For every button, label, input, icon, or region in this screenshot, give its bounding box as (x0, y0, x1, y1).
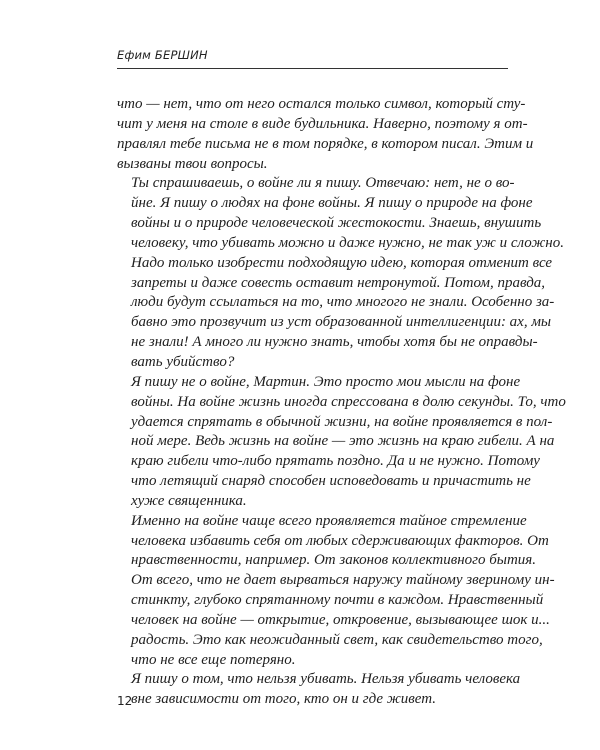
text-line: Ты спрашиваешь, о войне ли я пишу. Отвечаю: нет, не о во- (131, 175, 515, 192)
text-line: бавно это прозвучит из уст образованной интеллигенции: ах, мы (131, 314, 552, 331)
body-text (117, 95, 566, 710)
text-line: что летящий снаряд способен исповедовать и причастить не (131, 473, 531, 490)
text-line: что — нет, что от него остался только символ, который сту- (117, 96, 526, 112)
text-line: удается спрятать в обычной жизни, на войне проявляется в пол- (131, 413, 553, 430)
paragraph (117, 373, 566, 512)
text-line: человеку, что убивать можно и даже нужно, не так уж и сложно. (131, 234, 565, 251)
text-line: что не все еще потеряно. (131, 651, 296, 668)
text-line: Я пишу о том, что нельзя убивать. Нельзя убивать человека (131, 671, 521, 688)
text-line: вызваны твои вопросы. (117, 155, 268, 172)
text-line: Надо только изобрести подходящую идею, которая отменит все (131, 254, 553, 271)
text-line: запреты и даже совесть оставит нетронутой. Потом, правда, (131, 274, 546, 291)
text-line: Именно на войне чаще всего проявляется тайное стремление (131, 512, 527, 529)
text-line: не знали! А много ли нужно знать, чтобы хотя бы не оправды- (131, 334, 538, 351)
paragraph (117, 174, 565, 372)
text-line: вать убийство? (131, 353, 235, 370)
text-line: нравственности, например. От законов коллективного бытия. (131, 552, 537, 569)
paragraph (117, 95, 534, 174)
text-line: человек на войне — открытие, откровение, вызывающее шок и... (131, 611, 550, 628)
paragraph (117, 670, 521, 710)
text-line: йне. Я пишу о людях на фоне войны. Я пишу о природе на фоне (131, 195, 533, 212)
text-line: человека избавить себя от любых сдерживающих факторов. От (131, 532, 549, 549)
running-head: Ефим БЕРШИН (117, 48, 208, 62)
paragraph (117, 512, 555, 671)
text-line: войны и о природе человеческой жестокости. Знаешь, внушить (131, 215, 542, 232)
text-line: Я пишу не о войне, Мартин. Это просто мои мысли на фоне (131, 373, 521, 390)
text-line: радость. Это как неожиданный свет, как свидетельство того, (131, 631, 543, 648)
text-line: От всего, что не дает вырваться наружу тайному звериному ин- (131, 572, 555, 589)
text-line: хуже священника. (131, 492, 247, 509)
text-line: ной мере. Ведь жизнь на войне — это жизнь на краю гибели. А на (131, 433, 555, 450)
text-line: стинкту, глубоко спрятанному почти в каждом. Нравственный (131, 592, 544, 609)
text-line: правлял тебе письма не в том порядке, в котором писал. Этим и (117, 135, 534, 152)
text-line: люди будут ссылаться на то, что многого не знали. Особенно за- (131, 294, 555, 311)
page-number: 12 (117, 694, 133, 708)
text-line: вне зависимости от того, кто он и где живет. (131, 691, 437, 708)
header-rule (117, 68, 508, 69)
text-line: чит у меня на столе в виде будильника. Наверно, поэтому я от- (117, 115, 528, 132)
text-line: краю гибели что-либо прятать поздно. Да и не нужно. Потому (131, 453, 540, 470)
text-line: войны. На войне жизнь иногда спрессована в долю секунды. То, что (131, 393, 566, 410)
